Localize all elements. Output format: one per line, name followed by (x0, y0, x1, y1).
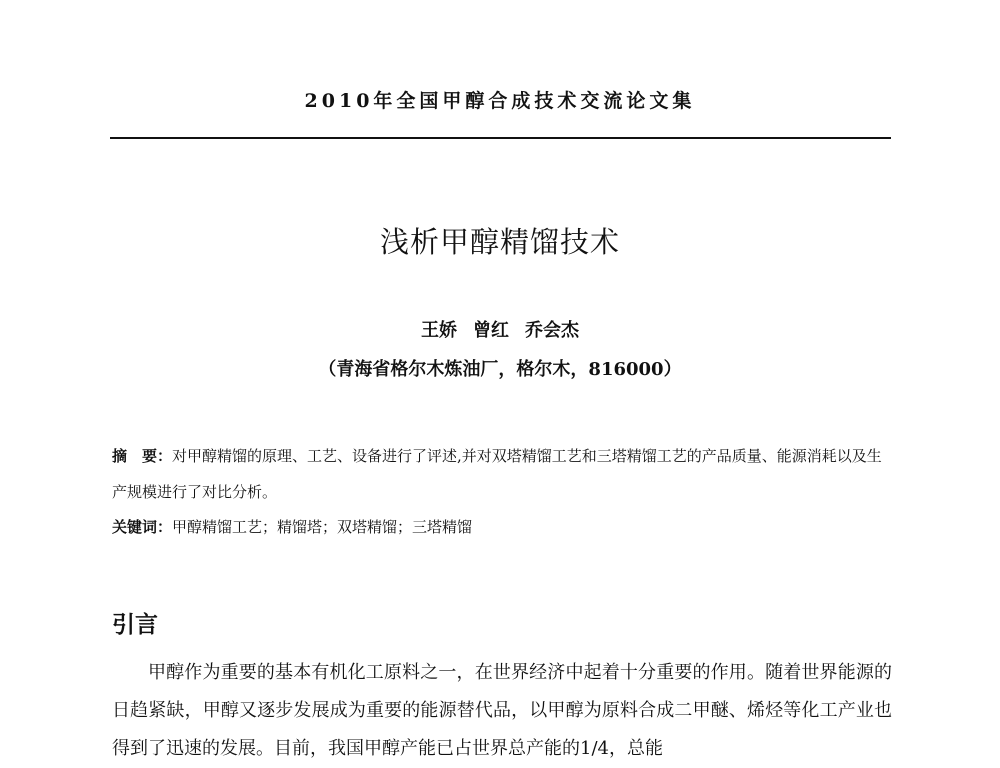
author-name: 王娇 (421, 320, 457, 341)
author-list (0, 316, 1000, 342)
keywords-text: 甲醇精馏工艺；精馏塔；双塔精馏；三塔精馏 (172, 518, 473, 536)
paper-title: 浅析甲醇精馏技术 (379, 225, 620, 259)
keywords (112, 516, 892, 537)
keywords-label: 关键词： (112, 518, 173, 536)
abstract-text: 对甲醇精馏的原理、工艺、设备进行了评述,并对双塔精馏工艺和三塔精馏工艺的产品质量、能源消耗以及生产规模进行了对比分析。 (112, 447, 882, 501)
body-paragraph: 甲醇作为重要的基本有机化工原料之一，在世界经济中起着十分重要的作用。随着世界能源的日趋紧缺，甲醇又逐步发展成为重要的能源替代品，以甲醇为原料合成二甲醚、烯烃等化工产业也得到了迅速的发展。目前，我国甲醇产能已占世界总产能的1/4，总能 (112, 662, 892, 759)
running-header: 2010年全国甲醇合成技术交流论文集 (304, 90, 696, 112)
author-affiliation: （青海省格尔木炼油厂，格尔木，816000） (318, 359, 682, 380)
section-heading: 引言 (112, 612, 158, 638)
author-name: 乔会杰 (525, 320, 579, 341)
abstract-label: 摘 要： (112, 447, 173, 465)
abstract (112, 438, 892, 510)
header-divider (110, 137, 891, 139)
author-name: 曾红 (473, 320, 509, 341)
